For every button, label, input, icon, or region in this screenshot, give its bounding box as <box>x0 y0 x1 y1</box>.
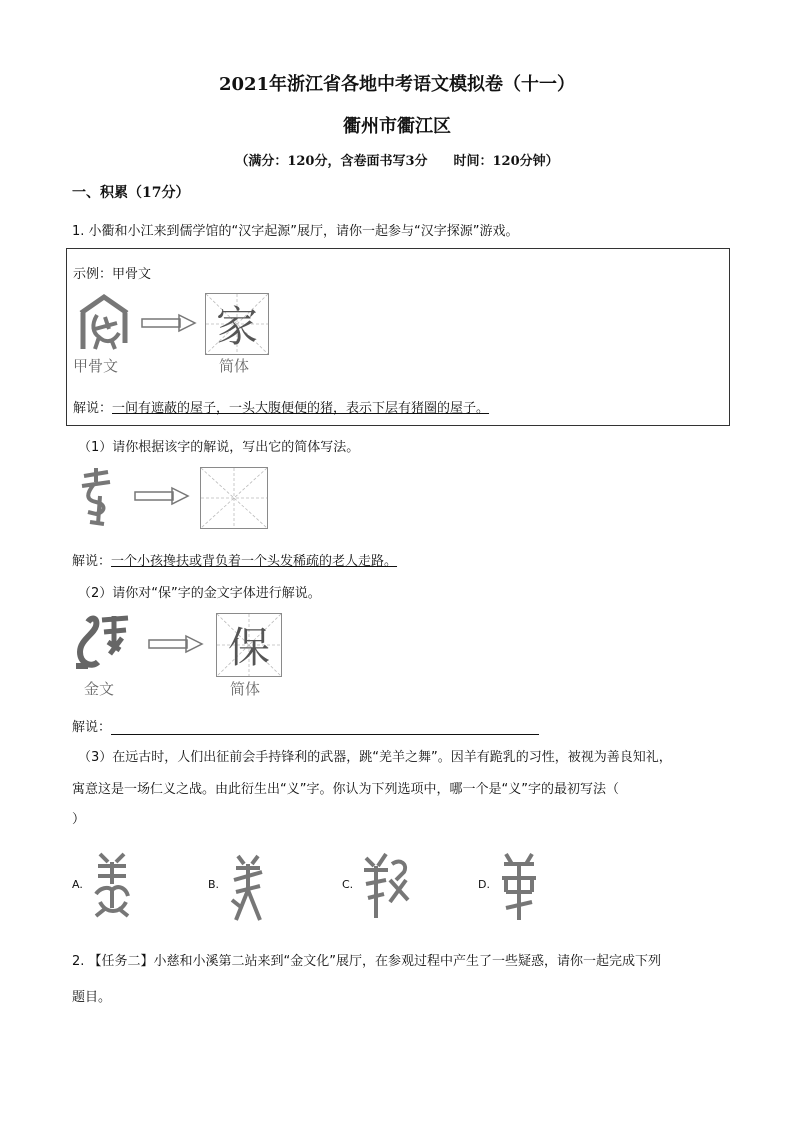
oracle-bone-jia-glyph <box>75 293 133 353</box>
exam-subtitle: 衢州市衢江区 <box>343 116 451 137</box>
section-heading: 一、积累（17分） <box>72 185 190 201</box>
arrow-icon <box>134 486 190 510</box>
example-modern-caption: 简体 <box>219 357 250 375</box>
option-c-label[interactable]: C. <box>342 878 354 891</box>
sub2-explain-label: 解说： <box>72 720 112 735</box>
example-modern-char: 家 <box>215 302 258 351</box>
example-char-grid <box>205 293 269 355</box>
sub1-explanation <box>72 550 397 569</box>
option-a-glyph[interactable] <box>90 850 134 922</box>
sub2-explanation <box>72 716 539 735</box>
ancient-lao-glyph <box>76 466 116 528</box>
sub1-prompt: （1）请你根据该字的解说，写出它的简体写法。 <box>78 440 360 455</box>
sub1-explain-label: 解说： <box>72 554 112 569</box>
sub2-prompt: （2）请你对“保”字的金文字体进行解说。 <box>78 586 321 601</box>
sub2-char-grid <box>216 613 282 677</box>
question-1-prompt: 1. 小衢和小江来到儒学馆的“汉字起源”展厅，请你一起参与“汉字探源”游戏。 <box>72 224 519 239</box>
option-b-glyph[interactable] <box>228 850 268 924</box>
sub2-answer-blank[interactable] <box>111 720 539 735</box>
exam-title: 2021年浙江省各地中考语文模拟卷（十一） <box>218 74 576 95</box>
example-ancient-caption: 甲骨文 <box>73 357 119 375</box>
arrow-icon <box>141 313 197 337</box>
example-explanation <box>73 397 489 416</box>
sub2-ancient-caption: 金文 <box>84 680 115 698</box>
sub1-answer-grid[interactable] <box>200 467 268 529</box>
sub2-modern-char: 保 <box>227 623 270 672</box>
sub3-line-1: （3）在远古时，人们出征前会手持锋利的武器，跳“羌羊之舞”。因羊有跪乳的习性，被视为善良知礼， <box>78 750 672 765</box>
bronze-bao-glyph <box>70 612 134 674</box>
option-c-glyph[interactable] <box>360 850 412 922</box>
sub1-explain-text: 一个小孩搀扶或背负着一个头发稀疏的老人走路。 <box>111 554 398 569</box>
exam-note: （满分：120分，含卷面书写3分 时间：120分钟） <box>235 154 559 169</box>
option-d-label[interactable]: D. <box>478 878 490 891</box>
example-explain-text: 一间有遮蔽的屋子，一头大腹便便的猪，表示下层有猪圈的屋子。 <box>112 401 490 416</box>
example-explain-label: 解说： <box>73 401 113 416</box>
question-2-line-1: 2. 【任务二】小慈和小溪第二站来到“金文化”展厅，在参观过程中产生了一些疑惑，请你一起完成下列 <box>72 954 662 969</box>
sub2-modern-caption: 简体 <box>230 680 261 698</box>
option-a-label[interactable]: A. <box>72 878 83 891</box>
sub3-line-2: 寓意这是一场仁义之战。由此衍生出“义”字。你认为下列选项中，哪一个是“义”字的最初写法（ <box>72 782 619 797</box>
arrow-icon <box>148 634 204 658</box>
question-2-line-2: 题目。 <box>72 990 112 1005</box>
example-box <box>66 248 730 426</box>
option-b-label[interactable]: B. <box>208 878 220 891</box>
example-label: 示例：甲骨文 <box>73 267 152 282</box>
option-d-glyph[interactable] <box>498 850 540 924</box>
sub3-line-3: ） <box>72 812 86 827</box>
